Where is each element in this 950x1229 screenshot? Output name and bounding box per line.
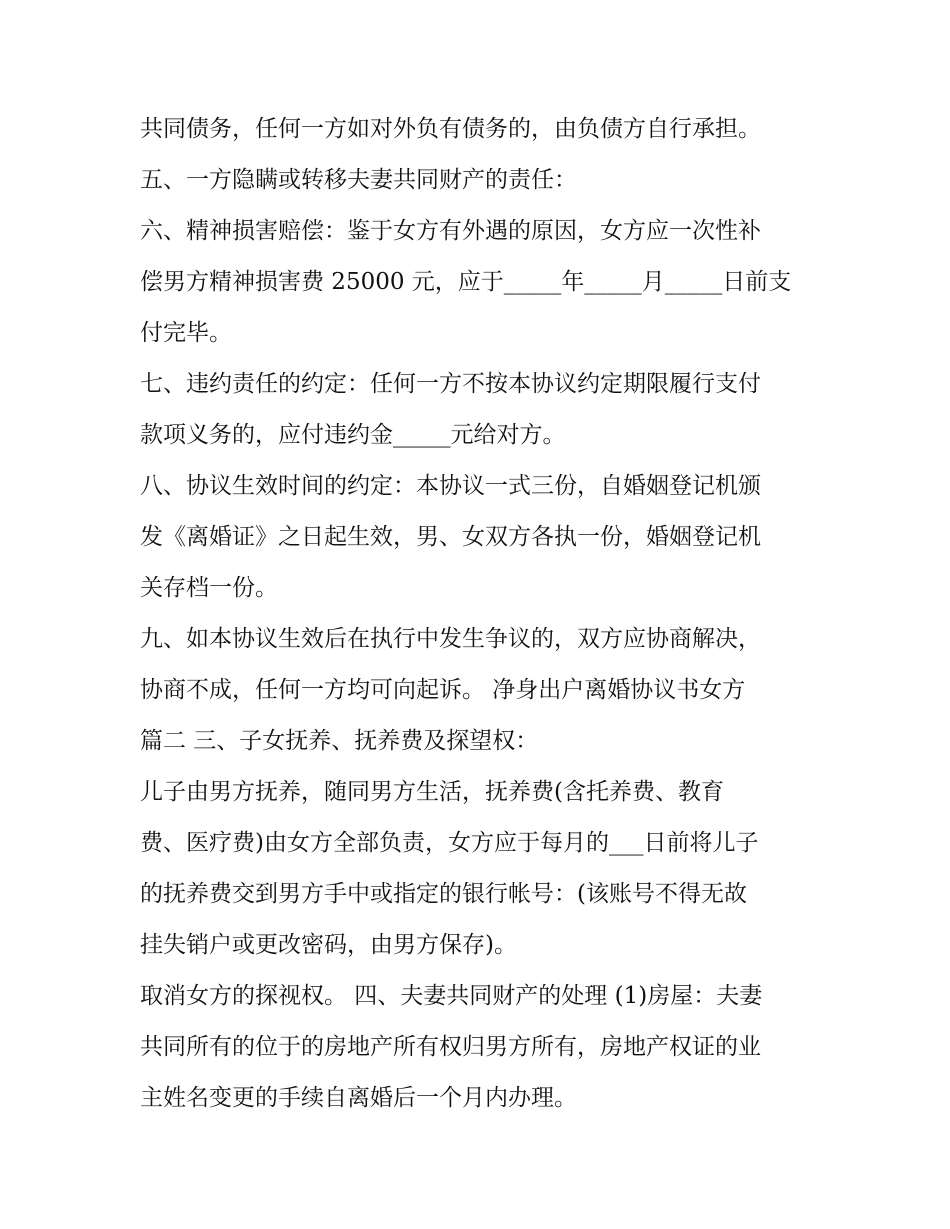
text-line: 发《离婚证》之日起生效，男、女双方各执一份，婚姻登记机 [140, 524, 761, 550]
text-line: 篇二 三、子女抚养、抚养费及探望权： [140, 728, 539, 754]
text-line: 八、协议生效时间的约定：本协议一式三份，自婚姻登记机颁 [140, 473, 761, 499]
text-line: 五、一方隐瞒或转移夫妻共同财产的责任： [140, 167, 577, 193]
text-line: 儿子由男方抚养，随同男方生活，抚养费(含托养费、教育 [140, 779, 724, 805]
text-line: 九、如本协议生效后在执行中发生争议的，双方应协商解决， [140, 626, 761, 652]
text-line: 协商不成，任何一方均可向起诉。 净身出户离婚协议书女方 [140, 677, 746, 703]
text-line: 主姓名变更的手续自离婚后一个月内办理。 [140, 1085, 577, 1111]
text-line: 七、违约责任的约定：任何一方不按本协议约定期限履行支付 [140, 371, 761, 397]
text-line: 取消女方的探视权。 四、夫妻共同财产的处理 (1)房屋：夫妻 [140, 983, 763, 1009]
text-line: 关存档一份。 [140, 575, 278, 601]
text-line: 款项义务的，应付违约金_____元给对方。 [140, 422, 566, 448]
text-line: 付完毕。 [140, 320, 232, 346]
text-line: 六、精神损害赔偿：鉴于女方有外遇的原因，女方应一次性补 [140, 218, 761, 244]
document-body [140, 104, 820, 1124]
text-line: 的抚养费交到男方手中或指定的银行帐号：(该账号不得无故 [140, 881, 747, 907]
text-line: 共同债务，任何一方如对外负有债务的，由负债方自行承担。 [140, 116, 761, 142]
text-line: 挂失销户或更改密码，由男方保存)。 [140, 932, 517, 958]
text-line: 费、医疗费)由女方全部负责，女方应于每月的___日前将儿子 [140, 830, 759, 856]
text-line: 共同所有的位于的房地产所有权归男方所有，房地产权证的业 [140, 1034, 761, 1060]
text-line: 偿男方精神损害费 25000 元，应于_____年_____月_____日前支 [140, 269, 792, 295]
